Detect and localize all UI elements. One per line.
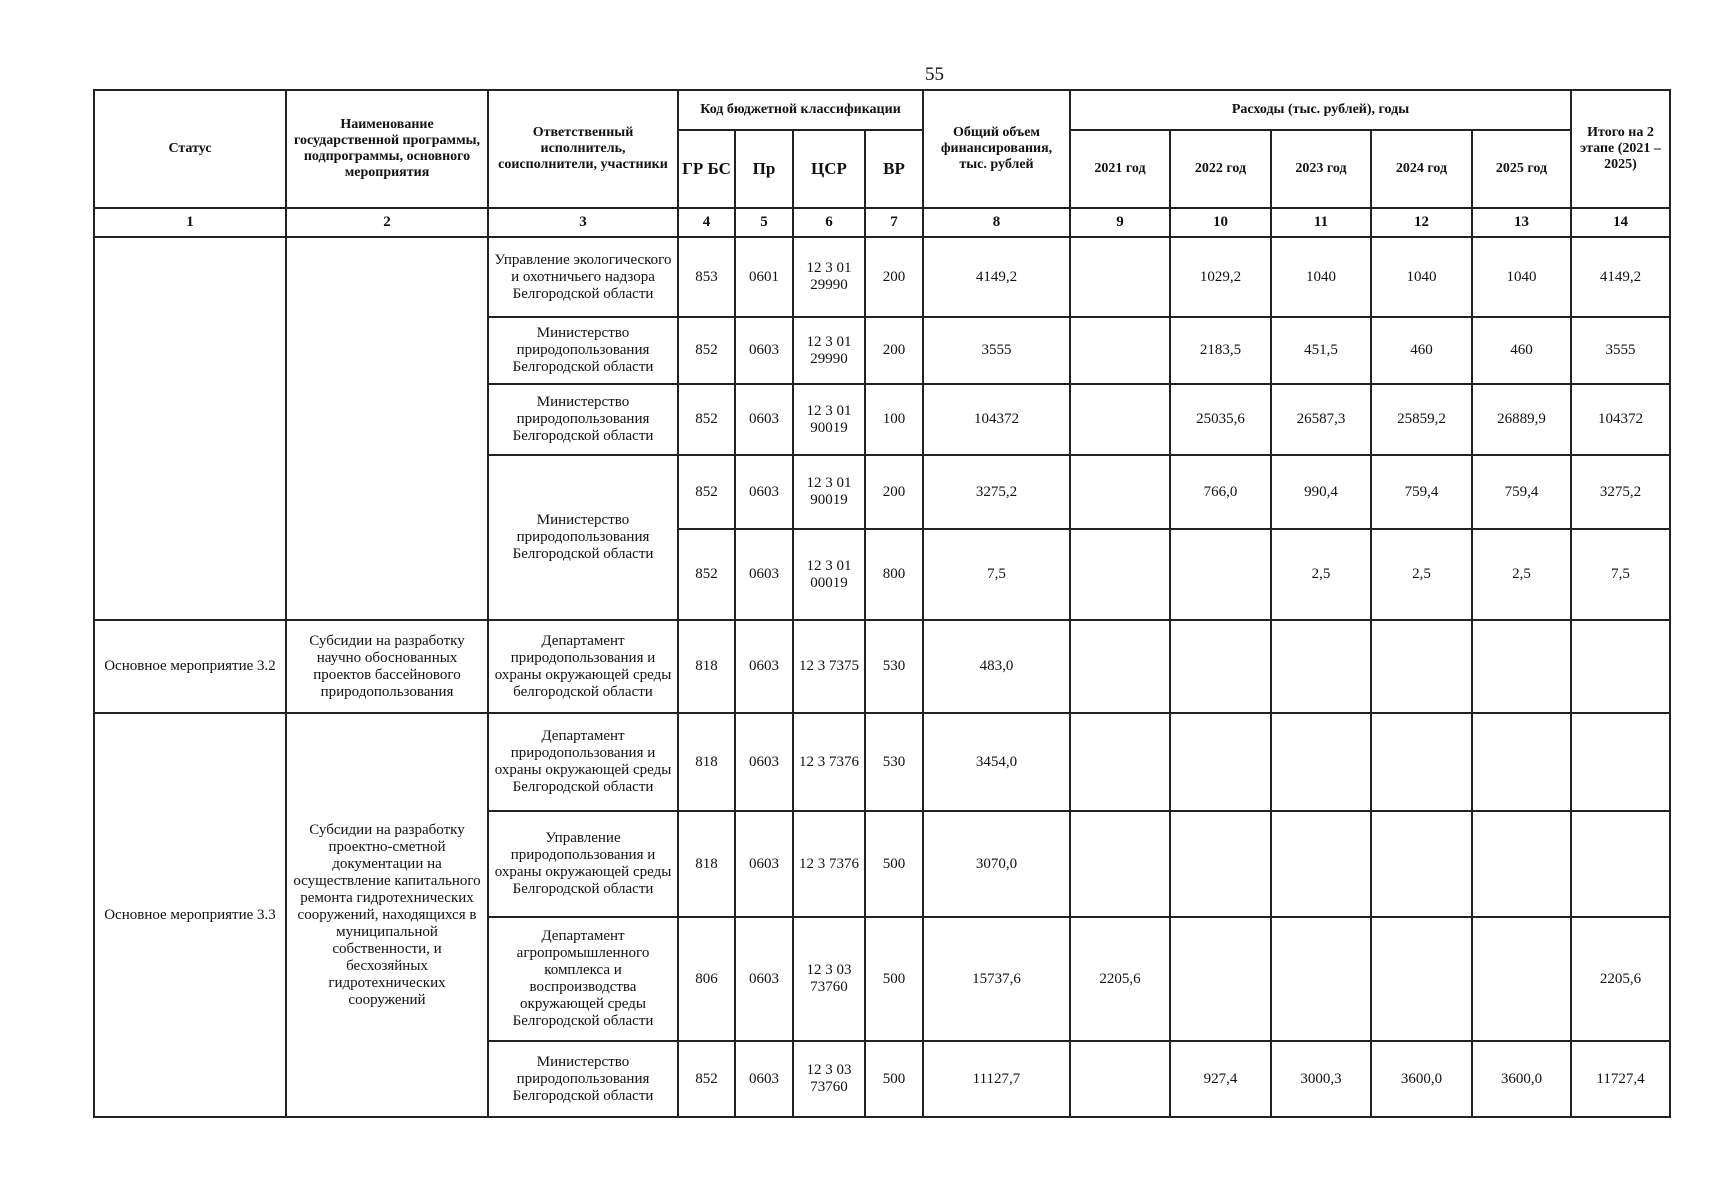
- csr-cell: 12 3 03 73760: [793, 917, 865, 1041]
- executor-cell: Управление природопользования и охраны окружающей среды Белгородской области: [488, 811, 678, 917]
- pr-cell: 0603: [735, 620, 793, 713]
- executor-cell: Министерство природопользования Белгородской области: [488, 317, 678, 384]
- executor-cell: Министерство природопользования Белгородской области: [488, 384, 678, 455]
- y2024-cell: 759,4: [1371, 455, 1472, 529]
- y2022-cell: [1170, 529, 1271, 620]
- header-vr: ВР: [865, 130, 923, 208]
- y2023-cell: 3000,3: [1271, 1041, 1371, 1117]
- csr-cell: 12 3 01 90019: [793, 384, 865, 455]
- budget-table: [93, 89, 1671, 1118]
- header-budget-code: Код бюджетной классификации: [678, 90, 923, 130]
- y2022-cell: [1170, 713, 1271, 811]
- vr-cell: 200: [865, 237, 923, 317]
- page-number: 55: [925, 64, 944, 85]
- total-cell: 3454,0: [923, 713, 1070, 811]
- status-cell-empty: [94, 237, 286, 620]
- y2022-cell: 1029,2: [1170, 237, 1271, 317]
- grbs-cell: 818: [678, 620, 735, 713]
- csr-cell: 12 3 03 73760: [793, 1041, 865, 1117]
- column-number: 9: [1070, 208, 1170, 237]
- grbs-cell: 852: [678, 455, 735, 529]
- total-cell: 3555: [923, 317, 1070, 384]
- y2021-cell: [1070, 620, 1170, 713]
- pr-cell: 0601: [735, 237, 793, 317]
- y2023-cell: 451,5: [1271, 317, 1371, 384]
- grbs-cell: 818: [678, 811, 735, 917]
- y2025-cell: 460: [1472, 317, 1571, 384]
- header-pr: Пр: [735, 130, 793, 208]
- y2021-cell: [1070, 237, 1170, 317]
- sum-cell: 11727,4: [1571, 1041, 1670, 1117]
- column-number: 7: [865, 208, 923, 237]
- sum-cell: 4149,2: [1571, 237, 1670, 317]
- column-number: 2: [286, 208, 488, 237]
- column-number: 6: [793, 208, 865, 237]
- header-program-name: Наименование государственной программы, подпрограммы, основного мероприятия: [286, 90, 488, 208]
- header-stage-total: Итого на 2 этапе (2021 – 2025): [1571, 90, 1670, 208]
- table-row: [94, 620, 1670, 713]
- y2022-cell: [1170, 811, 1271, 917]
- total-cell: 483,0: [923, 620, 1070, 713]
- pr-cell: 0603: [735, 713, 793, 811]
- column-number: 8: [923, 208, 1070, 237]
- csr-cell: 12 3 01 29990: [793, 317, 865, 384]
- program-name-cell: Субсидии на разработку научно обоснованных проектов бассейнового природопользования: [286, 620, 488, 713]
- y2022-cell: 25035,6: [1170, 384, 1271, 455]
- y2022-cell: 766,0: [1170, 455, 1271, 529]
- program-name-cell: Субсидии на разработку проектно-сметной документации на осуществление капитального ремонта гидротехнических сооружений, находящихся в муниципальной собственности, и бесхозяйных гидротехнических сооружений: [286, 713, 488, 1117]
- y2022-cell: [1170, 917, 1271, 1041]
- header-csr: ЦСР: [793, 130, 865, 208]
- program-name-cell-empty: [286, 237, 488, 620]
- y2023-cell: [1271, 620, 1371, 713]
- grbs-cell: 852: [678, 529, 735, 620]
- y2024-cell: [1371, 917, 1472, 1041]
- y2025-cell: 26889,9: [1472, 384, 1571, 455]
- y2021-cell: [1070, 1041, 1170, 1117]
- sum-cell: 7,5: [1571, 529, 1670, 620]
- vr-cell: 500: [865, 917, 923, 1041]
- pr-cell: 0603: [735, 455, 793, 529]
- y2021-cell: [1070, 317, 1170, 384]
- header-2023: 2023 год: [1271, 130, 1371, 208]
- y2023-cell: [1271, 713, 1371, 811]
- header-2021: 2021 год: [1070, 130, 1170, 208]
- column-number: 1: [94, 208, 286, 237]
- y2024-cell: 460: [1371, 317, 1472, 384]
- grbs-cell: 852: [678, 384, 735, 455]
- csr-cell: 12 3 7376: [793, 811, 865, 917]
- pr-cell: 0603: [735, 317, 793, 384]
- header-2024: 2024 год: [1371, 130, 1472, 208]
- y2023-cell: [1271, 811, 1371, 917]
- pr-cell: 0603: [735, 917, 793, 1041]
- column-number: 4: [678, 208, 735, 237]
- csr-cell: 12 3 7375: [793, 620, 865, 713]
- y2025-cell: 3600,0: [1472, 1041, 1571, 1117]
- y2022-cell: [1170, 620, 1271, 713]
- y2025-cell: [1472, 620, 1571, 713]
- y2021-cell: [1070, 811, 1170, 917]
- y2023-cell: [1271, 917, 1371, 1041]
- y2021-cell: [1070, 455, 1170, 529]
- y2024-cell: 3600,0: [1371, 1041, 1472, 1117]
- y2021-cell: 2205,6: [1070, 917, 1170, 1041]
- sum-cell: 104372: [1571, 384, 1670, 455]
- column-number: 14: [1571, 208, 1670, 237]
- column-number: 11: [1271, 208, 1371, 237]
- vr-cell: 800: [865, 529, 923, 620]
- y2025-cell: [1472, 713, 1571, 811]
- total-cell: 11127,7: [923, 1041, 1070, 1117]
- vr-cell: 530: [865, 620, 923, 713]
- executor-cell: Департамент агропромышленного комплекса и воспроизводства окружающей среды Белгородской области: [488, 917, 678, 1041]
- total-cell: 15737,6: [923, 917, 1070, 1041]
- vr-cell: 500: [865, 1041, 923, 1117]
- header-executor: Ответственный исполнитель, соисполнители, участники: [488, 90, 678, 208]
- sum-cell: 2205,6: [1571, 917, 1670, 1041]
- y2025-cell: [1472, 811, 1571, 917]
- y2024-cell: [1371, 620, 1472, 713]
- status-cell: Основное мероприятие 3.3: [94, 713, 286, 1117]
- header-grbs: ГР БС: [678, 130, 735, 208]
- executor-cell: Министерство природопользования Белгородской области: [488, 455, 678, 620]
- y2023-cell: 2,5: [1271, 529, 1371, 620]
- header-status: Статус: [94, 90, 286, 208]
- grbs-cell: 852: [678, 1041, 735, 1117]
- executor-cell: Управление экологического и охотничьего надзора Белгородской области: [488, 237, 678, 317]
- y2023-cell: 990,4: [1271, 455, 1371, 529]
- vr-cell: 200: [865, 455, 923, 529]
- status-cell: Основное мероприятие 3.2: [94, 620, 286, 713]
- y2025-cell: 2,5: [1472, 529, 1571, 620]
- sum-cell: [1571, 620, 1670, 713]
- y2021-cell: [1070, 713, 1170, 811]
- grbs-cell: 818: [678, 713, 735, 811]
- table-row: [94, 713, 1670, 811]
- y2025-cell: 759,4: [1472, 455, 1571, 529]
- column-number: 10: [1170, 208, 1271, 237]
- table-row: [94, 237, 1670, 317]
- pr-cell: 0603: [735, 811, 793, 917]
- csr-cell: 12 3 01 29990: [793, 237, 865, 317]
- y2023-cell: 1040: [1271, 237, 1371, 317]
- y2022-cell: 2183,5: [1170, 317, 1271, 384]
- pr-cell: 0603: [735, 529, 793, 620]
- y2022-cell: 927,4: [1170, 1041, 1271, 1117]
- y2024-cell: 25859,2: [1371, 384, 1472, 455]
- csr-cell: 12 3 7376: [793, 713, 865, 811]
- csr-cell: 12 3 01 00019: [793, 529, 865, 620]
- column-number: 13: [1472, 208, 1571, 237]
- vr-cell: 100: [865, 384, 923, 455]
- y2024-cell: 2,5: [1371, 529, 1472, 620]
- pr-cell: 0603: [735, 1041, 793, 1117]
- header-2022: 2022 год: [1170, 130, 1271, 208]
- total-cell: 104372: [923, 384, 1070, 455]
- y2024-cell: [1371, 713, 1472, 811]
- column-number: 12: [1371, 208, 1472, 237]
- grbs-cell: 806: [678, 917, 735, 1041]
- sum-cell: 3275,2: [1571, 455, 1670, 529]
- y2024-cell: [1371, 811, 1472, 917]
- y2025-cell: [1472, 917, 1571, 1041]
- total-cell: 3070,0: [923, 811, 1070, 917]
- executor-cell: Департамент природопользования и охраны окружающей среды белгородской области: [488, 620, 678, 713]
- header-total: Общий объем финансирования, тыс. рублей: [923, 90, 1070, 208]
- vr-cell: 200: [865, 317, 923, 384]
- csr-cell: 12 3 01 90019: [793, 455, 865, 529]
- y2023-cell: 26587,3: [1271, 384, 1371, 455]
- total-cell: 3275,2: [923, 455, 1070, 529]
- y2025-cell: 1040: [1472, 237, 1571, 317]
- vr-cell: 530: [865, 713, 923, 811]
- sum-cell: [1571, 811, 1670, 917]
- column-number: 3: [488, 208, 678, 237]
- grbs-cell: 853: [678, 237, 735, 317]
- y2021-cell: [1070, 529, 1170, 620]
- pr-cell: 0603: [735, 384, 793, 455]
- total-cell: 4149,2: [923, 237, 1070, 317]
- y2024-cell: 1040: [1371, 237, 1472, 317]
- header-expenses: Расходы (тыс. рублей), годы: [1070, 90, 1571, 130]
- executor-cell: Департамент природопользования и охраны окружающей среды Белгородской области: [488, 713, 678, 811]
- y2021-cell: [1070, 384, 1170, 455]
- sum-cell: [1571, 713, 1670, 811]
- total-cell: 7,5: [923, 529, 1070, 620]
- sum-cell: 3555: [1571, 317, 1670, 384]
- column-number-row: [94, 208, 1670, 237]
- vr-cell: 500: [865, 811, 923, 917]
- column-number: 5: [735, 208, 793, 237]
- executor-cell: Министерство природопользования Белгородской области: [488, 1041, 678, 1117]
- grbs-cell: 852: [678, 317, 735, 384]
- header-2025: 2025 год: [1472, 130, 1571, 208]
